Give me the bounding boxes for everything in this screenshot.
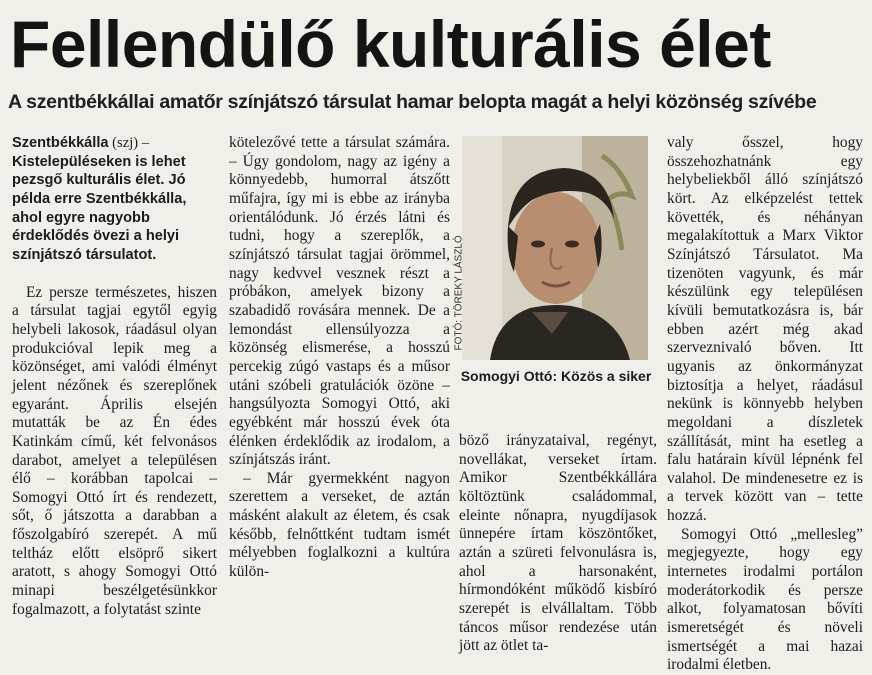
headline: Fellendülő kulturális élet xyxy=(10,7,771,81)
body-paragraph: kötelezővé tette a társulat számára. – Úgy gondolom, nagy az igény a könnyedebb, humorral átszőtt műfajra, így mi is ebbe az irányba orientálódunk. Jó érzés látni és tudni, hogy a szereplők, a színjátszó társulat tagjai örömmel, nagy kedvvel vesznek részt a próbákon, amelyek bizony a szabadidő rovására mennek. De a lemondást ellensúlyozza a közönség elismerése, a hosszú percekig zúgó vastaps és a műsor utáni szóbeli gratulációk özöne – hangsúlyozta Somogyi Ottó, aki egyébként már hosszú évek óta élénken érdeklődik az irodalom, a színjátszás iránt. xyxy=(229,134,450,469)
lead-place: Szentbékkálla xyxy=(12,135,109,151)
lead-byline: (szj) – xyxy=(108,135,150,151)
subtitle: A szentbékkállai amatőr színjátszó társulat hamar belopta magát a helyi közönség szívébe xyxy=(8,91,817,113)
photo-credit: FOTÓ: TÖREKY LÁSZLÓ xyxy=(453,235,465,351)
body-paragraph: böző irányzataival, regényt, novellákat, verseket írtam. Amikor Szentbékkállára költöztünk családommal, eleinte nőnapra, nyugdíjasok ünnepére írtam köszöntőket, aztán a szüreti felvonulásra is, ahol a harsonaként, hírmondóként működő kisbíró szerepét is elvállaltam. Több táncos műsor rendezése után jött az ötlet ta- xyxy=(459,432,657,655)
lead-paragraph xyxy=(12,134,217,265)
column-4 xyxy=(667,134,863,675)
column-2 xyxy=(229,134,450,582)
body-paragraph: valy ősszel, hogy összehozhatnánk egy helybeliekből álló színjátszó kört. Az elképzelést tettek követték, és néhányan megalakítottuk a Marx Viktor Színjátszó Társulatot. Ma tizenöten vagyunk, és már készülünk egy településen kívüli bemutatkozásra is, bár ebben azért még akad szerveznivaló bőven. Itt ugyanis az önkormányzat biztosítja a helyet, ráadásul nekünk is könnyebb helyben megoldani a díszletek szállítását, mint ha esetleg a falu határain kívül lépnénk fel valahol. De mindenesetre ez is a tervek között van – tette hozzá. xyxy=(667,134,863,525)
column-3 xyxy=(459,432,657,656)
portrait-photo xyxy=(462,136,648,360)
body-paragraph: Somogyi Ottó „mellesleg” megjegyezte, hogy egy internetes irodalmi portálon moderátorkodik és persze alkot, folyamatosan bővíti ismeretségét és növeli ismertségét a mai hazai irodalmi életben. xyxy=(667,525,863,674)
photo-caption: Somogyi Ottó: Közös a siker xyxy=(460,368,652,384)
body-paragraph: Ez persze természetes, hiszen a társulat tagjai egytől egyig helybeli lakosok, ráadásul olyan produkcióval lepik meg a közönséget, ami valódi élményt jelent nézőnek és szereplőnek egyaránt. Április elsején mutatták be az Én édes Katinkám című, két felvonásos darabot, amelyet a településen élő – korábban tapolcai – Somogyi Ottó írt és rendezett, sőt, ő játszotta a darabban a főszolgabíró szerepét. A mű teltház előtt elsöprő sikert aratott, s ahogy Somogyi Ottó minapi beszélgetésünkkor fogalmazott, a folytatást szinte xyxy=(12,283,217,618)
column-1 xyxy=(12,134,217,619)
lead-text: Kistelepüléseken is lehet pezsgő kulturális élet. Jó példa erre Szentbékkálla, ahol egyre nagyobb érdeklődés övezi a helyi színjátszó társulatot. xyxy=(12,153,187,263)
body-paragraph: – Már gyermekként nagyon szerettem a verseket, de aztán másként alakult az életem, és csak később, felnőttként tudtam ismét mélyebben foglalkozni a kultúra külön- xyxy=(229,469,450,581)
